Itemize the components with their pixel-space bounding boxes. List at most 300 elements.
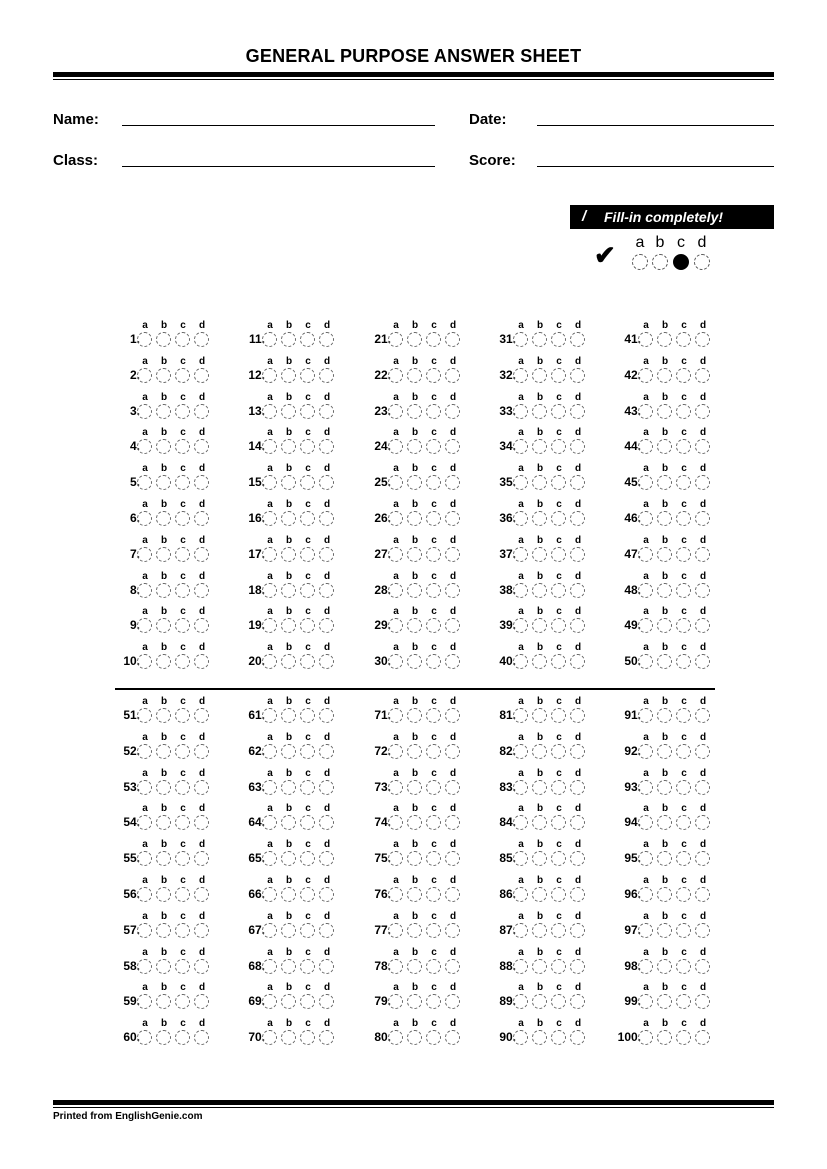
answer-bubble-a[interactable] [262,708,277,723]
answer-bubble-a[interactable] [388,618,403,633]
answer-bubble-c[interactable] [426,994,441,1009]
answer-bubble-a[interactable] [262,439,277,454]
answer-bubble-a[interactable] [388,475,403,490]
answer-bubble-d[interactable] [695,887,710,902]
answer-bubble-d[interactable] [695,583,710,598]
answer-bubble-a[interactable] [638,815,653,830]
answer-bubble-c[interactable] [676,332,691,347]
answer-bubble-b[interactable] [532,887,547,902]
answer-bubble-a[interactable] [638,654,653,669]
answer-bubble-c[interactable] [300,959,315,974]
answer-bubble-c[interactable] [175,851,190,866]
answer-bubble-b[interactable] [407,511,422,526]
answer-bubble-c[interactable] [300,404,315,419]
answer-bubble-a[interactable] [262,475,277,490]
answer-bubble-b[interactable] [532,404,547,419]
answer-bubble-c[interactable] [676,475,691,490]
answer-bubble-b[interactable] [281,959,296,974]
answer-bubble-d[interactable] [570,475,585,490]
answer-bubble-c[interactable] [175,815,190,830]
answer-bubble-a[interactable] [388,511,403,526]
answer-bubble-d[interactable] [570,923,585,938]
answer-bubble-b[interactable] [407,744,422,759]
answer-bubble-b[interactable] [407,923,422,938]
answer-bubble-c[interactable] [300,618,315,633]
answer-bubble-a[interactable] [262,780,277,795]
answer-bubble-c[interactable] [175,332,190,347]
answer-bubble-a[interactable] [137,439,152,454]
answer-bubble-c[interactable] [426,368,441,383]
answer-bubble-b[interactable] [657,744,672,759]
answer-bubble-a[interactable] [262,815,277,830]
date-line[interactable] [537,125,774,126]
answer-bubble-d[interactable] [194,923,209,938]
answer-bubble-d[interactable] [319,511,334,526]
answer-bubble-a[interactable] [513,780,528,795]
answer-bubble-a[interactable] [137,744,152,759]
answer-bubble-c[interactable] [175,654,190,669]
answer-bubble-c[interactable] [676,547,691,562]
answer-bubble-c[interactable] [551,654,566,669]
answer-bubble-c[interactable] [300,368,315,383]
answer-bubble-a[interactable] [513,547,528,562]
answer-bubble-a[interactable] [262,887,277,902]
answer-bubble-a[interactable] [137,475,152,490]
answer-bubble-b[interactable] [407,332,422,347]
answer-bubble-a[interactable] [388,780,403,795]
answer-bubble-d[interactable] [194,815,209,830]
answer-bubble-b[interactable] [156,1030,171,1045]
answer-bubble-b[interactable] [657,547,672,562]
answer-bubble-b[interactable] [156,475,171,490]
answer-bubble-d[interactable] [695,744,710,759]
answer-bubble-a[interactable] [262,923,277,938]
answer-bubble-b[interactable] [407,994,422,1009]
answer-bubble-a[interactable] [638,708,653,723]
answer-bubble-c[interactable] [426,475,441,490]
answer-bubble-c[interactable] [300,332,315,347]
answer-bubble-a[interactable] [137,1030,152,1045]
answer-bubble-a[interactable] [137,815,152,830]
answer-bubble-b[interactable] [657,583,672,598]
answer-bubble-a[interactable] [638,332,653,347]
answer-bubble-d[interactable] [445,994,460,1009]
answer-bubble-b[interactable] [281,583,296,598]
answer-bubble-c[interactable] [300,547,315,562]
answer-bubble-d[interactable] [570,959,585,974]
answer-bubble-c[interactable] [426,959,441,974]
answer-bubble-b[interactable] [407,815,422,830]
answer-bubble-d[interactable] [695,923,710,938]
answer-bubble-a[interactable] [513,851,528,866]
answer-bubble-a[interactable] [137,583,152,598]
answer-bubble-c[interactable] [426,332,441,347]
answer-bubble-b[interactable] [657,923,672,938]
answer-bubble-b[interactable] [532,368,547,383]
answer-bubble-b[interactable] [281,368,296,383]
answer-bubble-a[interactable] [262,851,277,866]
answer-bubble-c[interactable] [676,851,691,866]
answer-bubble-b[interactable] [407,583,422,598]
answer-bubble-b[interactable] [281,780,296,795]
answer-bubble-b[interactable] [407,618,422,633]
answer-bubble-b[interactable] [532,511,547,526]
answer-bubble-d[interactable] [194,994,209,1009]
answer-bubble-c[interactable] [300,654,315,669]
answer-bubble-b[interactable] [281,404,296,419]
answer-bubble-a[interactable] [638,994,653,1009]
answer-bubble-d[interactable] [570,708,585,723]
answer-bubble-c[interactable] [300,923,315,938]
answer-bubble-a[interactable] [638,923,653,938]
answer-bubble-a[interactable] [513,368,528,383]
answer-bubble-c[interactable] [426,887,441,902]
answer-bubble-a[interactable] [262,511,277,526]
answer-bubble-c[interactable] [676,511,691,526]
answer-bubble-d[interactable] [695,332,710,347]
answer-bubble-d[interactable] [319,780,334,795]
answer-bubble-b[interactable] [281,439,296,454]
answer-bubble-c[interactable] [426,851,441,866]
answer-bubble-b[interactable] [657,404,672,419]
answer-bubble-b[interactable] [156,583,171,598]
answer-bubble-d[interactable] [570,1030,585,1045]
answer-bubble-b[interactable] [407,780,422,795]
answer-bubble-d[interactable] [194,1030,209,1045]
answer-bubble-c[interactable] [676,815,691,830]
answer-bubble-d[interactable] [194,744,209,759]
answer-bubble-d[interactable] [319,583,334,598]
answer-bubble-d[interactable] [319,851,334,866]
answer-bubble-c[interactable] [676,1030,691,1045]
answer-bubble-d[interactable] [570,404,585,419]
answer-bubble-d[interactable] [695,511,710,526]
answer-bubble-a[interactable] [388,439,403,454]
answer-bubble-b[interactable] [657,887,672,902]
answer-bubble-b[interactable] [281,994,296,1009]
answer-bubble-b[interactable] [532,332,547,347]
answer-bubble-a[interactable] [137,851,152,866]
answer-bubble-a[interactable] [388,851,403,866]
answer-bubble-b[interactable] [407,475,422,490]
answer-bubble-a[interactable] [513,923,528,938]
answer-bubble-a[interactable] [388,404,403,419]
answer-bubble-d[interactable] [445,511,460,526]
answer-bubble-b[interactable] [281,654,296,669]
answer-bubble-b[interactable] [657,332,672,347]
answer-bubble-d[interactable] [695,654,710,669]
answer-bubble-d[interactable] [194,368,209,383]
answer-bubble-b[interactable] [281,547,296,562]
answer-bubble-b[interactable] [156,368,171,383]
answer-bubble-b[interactable] [281,708,296,723]
answer-bubble-c[interactable] [676,744,691,759]
answer-bubble-a[interactable] [513,583,528,598]
answer-bubble-b[interactable] [657,618,672,633]
answer-bubble-d[interactable] [319,618,334,633]
answer-bubble-b[interactable] [156,439,171,454]
answer-bubble-a[interactable] [262,547,277,562]
answer-bubble-d[interactable] [445,708,460,723]
answer-bubble-b[interactable] [532,547,547,562]
answer-bubble-d[interactable] [194,887,209,902]
answer-bubble-d[interactable] [695,959,710,974]
answer-bubble-c[interactable] [426,923,441,938]
answer-bubble-c[interactable] [175,583,190,598]
answer-bubble-b[interactable] [156,780,171,795]
answer-bubble-d[interactable] [445,475,460,490]
answer-bubble-b[interactable] [156,332,171,347]
answer-bubble-b[interactable] [657,654,672,669]
answer-bubble-c[interactable] [175,404,190,419]
answer-bubble-b[interactable] [156,654,171,669]
answer-bubble-d[interactable] [445,654,460,669]
answer-bubble-c[interactable] [426,1030,441,1045]
answer-bubble-c[interactable] [426,547,441,562]
answer-bubble-c[interactable] [300,744,315,759]
answer-bubble-d[interactable] [194,780,209,795]
answer-bubble-a[interactable] [137,332,152,347]
answer-bubble-a[interactable] [513,959,528,974]
answer-bubble-d[interactable] [570,547,585,562]
answer-bubble-c[interactable] [551,583,566,598]
answer-bubble-b[interactable] [532,780,547,795]
answer-bubble-c[interactable] [175,475,190,490]
answer-bubble-b[interactable] [532,959,547,974]
answer-bubble-c[interactable] [551,547,566,562]
answer-bubble-d[interactable] [445,959,460,974]
answer-bubble-d[interactable] [695,815,710,830]
answer-bubble-b[interactable] [657,994,672,1009]
answer-bubble-c[interactable] [175,368,190,383]
answer-bubble-c[interactable] [426,511,441,526]
answer-bubble-a[interactable] [638,744,653,759]
answer-bubble-c[interactable] [175,439,190,454]
answer-bubble-a[interactable] [513,475,528,490]
answer-bubble-b[interactable] [156,618,171,633]
answer-bubble-b[interactable] [281,744,296,759]
answer-bubble-c[interactable] [300,780,315,795]
answer-bubble-b[interactable] [657,439,672,454]
answer-bubble-b[interactable] [281,1030,296,1045]
answer-bubble-b[interactable] [532,744,547,759]
answer-bubble-a[interactable] [513,654,528,669]
answer-bubble-a[interactable] [137,708,152,723]
answer-bubble-b[interactable] [532,583,547,598]
answer-bubble-b[interactable] [657,368,672,383]
answer-bubble-d[interactable] [695,404,710,419]
answer-bubble-a[interactable] [513,332,528,347]
answer-bubble-b[interactable] [407,1030,422,1045]
answer-bubble-b[interactable] [657,511,672,526]
answer-bubble-d[interactable] [445,851,460,866]
answer-bubble-a[interactable] [137,654,152,669]
answer-bubble-d[interactable] [319,959,334,974]
answer-bubble-a[interactable] [638,887,653,902]
answer-bubble-a[interactable] [137,511,152,526]
answer-bubble-c[interactable] [676,708,691,723]
answer-bubble-c[interactable] [175,708,190,723]
answer-bubble-a[interactable] [513,404,528,419]
answer-bubble-d[interactable] [319,744,334,759]
answer-bubble-d[interactable] [695,851,710,866]
answer-bubble-d[interactable] [445,887,460,902]
answer-bubble-b[interactable] [281,618,296,633]
answer-bubble-d[interactable] [194,547,209,562]
answer-bubble-b[interactable] [281,887,296,902]
answer-bubble-a[interactable] [262,404,277,419]
answer-bubble-a[interactable] [388,654,403,669]
answer-bubble-b[interactable] [281,475,296,490]
answer-bubble-c[interactable] [551,475,566,490]
answer-bubble-a[interactable] [137,923,152,938]
answer-bubble-c[interactable] [676,887,691,902]
answer-bubble-c[interactable] [551,780,566,795]
answer-bubble-d[interactable] [570,744,585,759]
answer-bubble-a[interactable] [513,439,528,454]
answer-bubble-a[interactable] [513,815,528,830]
answer-bubble-d[interactable] [319,404,334,419]
answer-bubble-d[interactable] [194,654,209,669]
answer-bubble-d[interactable] [445,368,460,383]
answer-bubble-d[interactable] [194,618,209,633]
answer-bubble-c[interactable] [676,439,691,454]
answer-bubble-a[interactable] [513,994,528,1009]
answer-bubble-d[interactable] [319,547,334,562]
answer-bubble-a[interactable] [513,744,528,759]
answer-bubble-d[interactable] [445,780,460,795]
answer-bubble-c[interactable] [551,511,566,526]
answer-bubble-c[interactable] [676,959,691,974]
answer-bubble-d[interactable] [445,744,460,759]
answer-bubble-b[interactable] [532,923,547,938]
answer-bubble-b[interactable] [532,654,547,669]
answer-bubble-a[interactable] [513,708,528,723]
answer-bubble-a[interactable] [388,368,403,383]
answer-bubble-a[interactable] [137,404,152,419]
answer-bubble-d[interactable] [194,439,209,454]
answer-bubble-a[interactable] [388,1030,403,1045]
answer-bubble-d[interactable] [194,708,209,723]
answer-bubble-d[interactable] [695,994,710,1009]
answer-bubble-c[interactable] [676,994,691,1009]
answer-bubble-a[interactable] [262,994,277,1009]
answer-bubble-d[interactable] [570,994,585,1009]
answer-bubble-b[interactable] [281,815,296,830]
answer-bubble-c[interactable] [300,887,315,902]
answer-bubble-c[interactable] [676,583,691,598]
answer-bubble-c[interactable] [175,959,190,974]
answer-bubble-d[interactable] [570,618,585,633]
answer-bubble-d[interactable] [570,887,585,902]
answer-bubble-d[interactable] [695,368,710,383]
answer-bubble-a[interactable] [638,547,653,562]
answer-bubble-c[interactable] [551,851,566,866]
answer-bubble-d[interactable] [695,1030,710,1045]
answer-bubble-c[interactable] [551,887,566,902]
answer-bubble-c[interactable] [426,744,441,759]
answer-bubble-b[interactable] [407,851,422,866]
answer-bubble-b[interactable] [156,851,171,866]
answer-bubble-c[interactable] [676,654,691,669]
answer-bubble-c[interactable] [300,475,315,490]
answer-bubble-c[interactable] [175,780,190,795]
answer-bubble-c[interactable] [300,511,315,526]
answer-bubble-d[interactable] [194,475,209,490]
answer-bubble-c[interactable] [676,923,691,938]
answer-bubble-b[interactable] [407,404,422,419]
answer-bubble-d[interactable] [570,780,585,795]
answer-bubble-b[interactable] [532,439,547,454]
answer-bubble-a[interactable] [638,780,653,795]
answer-bubble-b[interactable] [657,1030,672,1045]
answer-bubble-d[interactable] [570,851,585,866]
answer-bubble-a[interactable] [388,959,403,974]
answer-bubble-d[interactable] [194,851,209,866]
answer-bubble-c[interactable] [551,1030,566,1045]
answer-bubble-c[interactable] [175,744,190,759]
answer-bubble-b[interactable] [657,475,672,490]
answer-bubble-a[interactable] [513,1030,528,1045]
answer-bubble-b[interactable] [281,511,296,526]
answer-bubble-c[interactable] [426,439,441,454]
answer-bubble-d[interactable] [319,923,334,938]
score-line[interactable] [537,166,774,167]
answer-bubble-b[interactable] [156,994,171,1009]
answer-bubble-c[interactable] [551,368,566,383]
answer-bubble-d[interactable] [570,368,585,383]
answer-bubble-d[interactable] [319,1030,334,1045]
answer-bubble-c[interactable] [300,583,315,598]
answer-bubble-d[interactable] [570,511,585,526]
answer-bubble-b[interactable] [657,851,672,866]
answer-bubble-c[interactable] [426,404,441,419]
answer-bubble-d[interactable] [319,654,334,669]
answer-bubble-c[interactable] [300,815,315,830]
answer-bubble-a[interactable] [638,1030,653,1045]
answer-bubble-b[interactable] [281,851,296,866]
answer-bubble-b[interactable] [156,708,171,723]
answer-bubble-d[interactable] [695,708,710,723]
answer-bubble-d[interactable] [695,475,710,490]
answer-bubble-c[interactable] [300,708,315,723]
answer-bubble-a[interactable] [388,815,403,830]
answer-bubble-a[interactable] [262,368,277,383]
answer-bubble-c[interactable] [426,708,441,723]
answer-bubble-a[interactable] [137,959,152,974]
answer-bubble-b[interactable] [657,708,672,723]
answer-bubble-b[interactable] [532,708,547,723]
answer-bubble-a[interactable] [137,618,152,633]
answer-bubble-d[interactable] [319,994,334,1009]
answer-bubble-d[interactable] [319,439,334,454]
answer-bubble-b[interactable] [407,887,422,902]
answer-bubble-b[interactable] [657,959,672,974]
answer-bubble-d[interactable] [194,404,209,419]
answer-bubble-a[interactable] [638,439,653,454]
answer-bubble-d[interactable] [319,887,334,902]
answer-bubble-b[interactable] [407,439,422,454]
answer-bubble-b[interactable] [156,744,171,759]
answer-bubble-d[interactable] [445,439,460,454]
answer-bubble-d[interactable] [570,654,585,669]
answer-bubble-b[interactable] [156,511,171,526]
answer-bubble-c[interactable] [551,744,566,759]
answer-bubble-c[interactable] [551,708,566,723]
answer-bubble-a[interactable] [388,708,403,723]
answer-bubble-c[interactable] [300,439,315,454]
answer-bubble-b[interactable] [156,923,171,938]
